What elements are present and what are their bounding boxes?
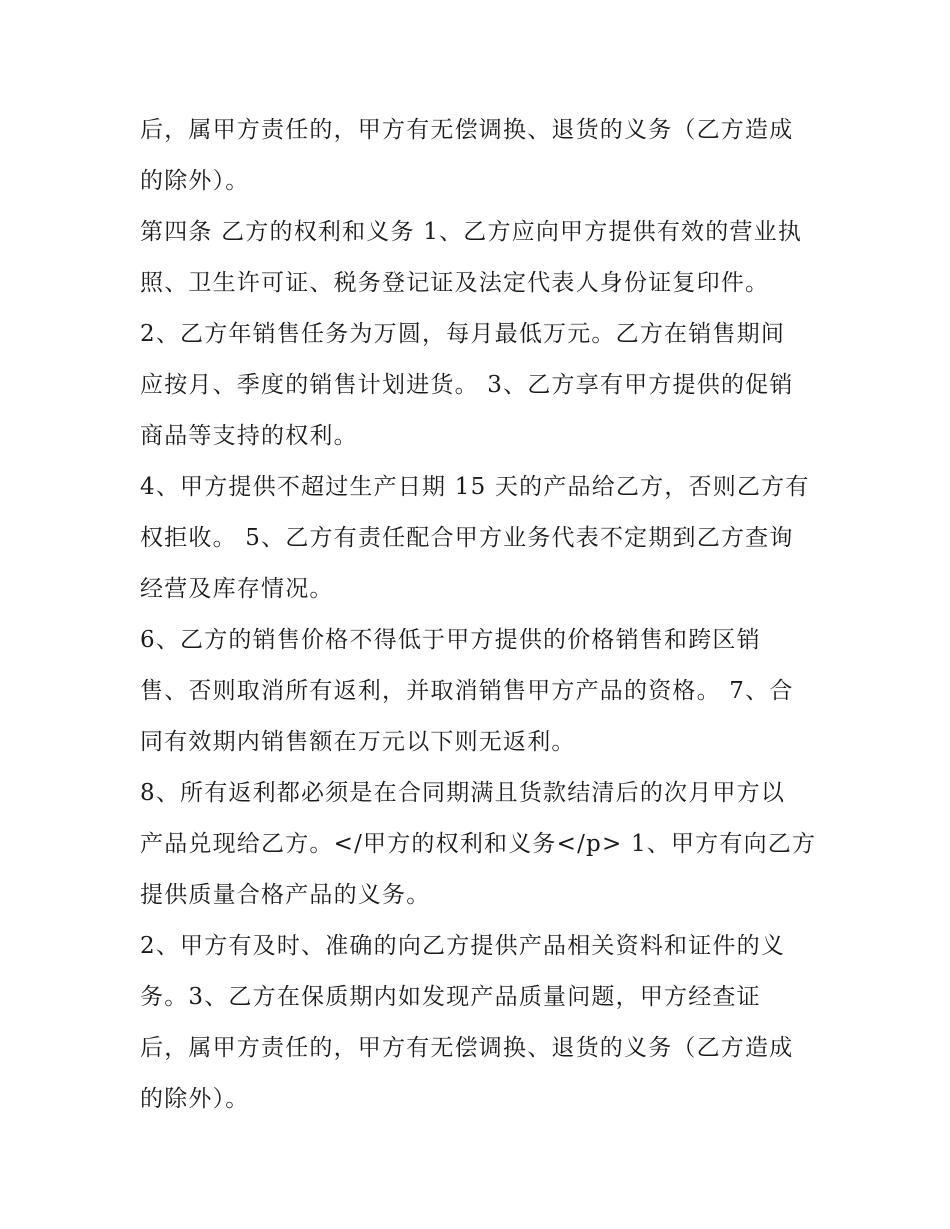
text-line: 2、甲方有及时、准确的向乙方提供产品相关资料和证件的义 [140,933,786,959]
text-line: 的除外）。 [140,168,250,194]
text-line: 经营及库存情况。 [140,576,334,602]
text-line: 售、否则取消所有返利，并取消销售甲方产品的资格。 7、合 [140,678,794,704]
text-line: 应按月、季度的销售计划进货。 3、乙方享有甲方提供的促销 [140,372,794,398]
text-line: 的除外）。 [140,1086,250,1112]
text-line: 提供质量合格产品的义务。 [140,882,431,908]
text-line: 权拒收。 5、乙方有责任配合甲方业务代表不定期到乙方查询 [140,525,794,551]
text-line: 同有效期内销售额在万元以下则无返利。 [140,729,576,755]
text-line: 务。3、乙方在保质期内如发现产品质量问题，甲方经查证 [140,984,761,1010]
paragraph-item-4 [140,462,820,615]
paragraph-item-2 [140,309,820,462]
text-line: 商品等支持的权利。 [140,423,358,449]
paragraph-item-8 [140,768,820,921]
text-line: 产品兑现给乙方。</甲方的权利和义务</p> 1、甲方有向乙方 [140,831,817,857]
text-line: 后，属甲方责任的，甲方有无偿调换、退货的义务（乙方造成 [140,117,794,143]
text-line: 照、卫生许可证、税务登记证及法定代表人身份证复印件。 [140,270,770,296]
text-line: 6、乙方的销售价格不得低于甲方提供的价格销售和跨区销 [140,627,761,653]
text-line: 后，属甲方责任的，甲方有无偿调换、退货的义务（乙方造成 [140,1035,794,1061]
paragraph-continuation [140,105,820,207]
paragraph-article-four [140,207,820,309]
paragraph-item-6 [140,615,820,768]
document-body [140,105,820,1125]
text-line: 第四条 乙方的权利和义务 1、乙方应向甲方提供有效的营业执 [140,219,803,245]
paragraph-party-a-item-2 [140,921,820,1125]
text-line: 4、甲方提供不超过生产日期 15 天的产品给乙方，否则乙方有 [140,474,810,500]
text-line: 2、乙方年销售任务为万圆，每月最低万元。乙方在销售期间 [140,321,786,347]
text-line: 8、所有返利都必须是在合同期满且货款结清后的次月甲方以 [140,780,786,806]
